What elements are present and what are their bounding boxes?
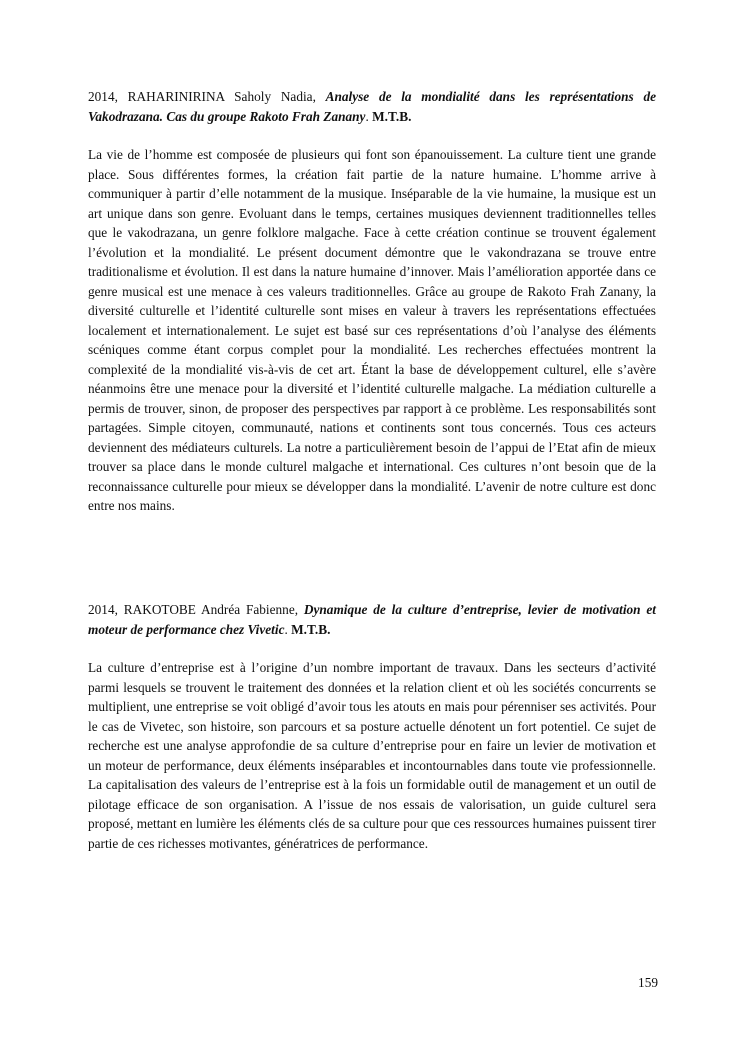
entry-title: Analyse de la mondialité dans les représentations de Vakodrazana. Cas du groupe Rakoto Frah Zanany xyxy=(88,89,656,124)
entry-separator: . xyxy=(284,622,292,637)
entry-title: Dynamique de la culture d’entreprise, levier de motivation et moteur de performance chez Vivetic xyxy=(88,602,656,637)
entry-code: M.T.B. xyxy=(291,622,331,637)
entry-heading xyxy=(88,600,656,640)
page-number: 159 xyxy=(638,975,658,990)
document-page xyxy=(88,87,656,851)
entry-abstract: La vie de l’homme est composée de plusieurs qui font son épanouissement. La culture tient une grande place. Sous différentes formes, la création fait partie de la nature humaine. L’homme arrive à communiquer à partir d’elle notamment de la musique. Inséparable de la vie humaine, la musique est un art unique dans son genre. Evoluant dans le temps, certaines musiques deviennent traditionnelles telles que le vakodrazana, un genre folklore malgache. Face à cette création continue se trouvent également l’évolution et la mondialité. Le présent document démontre que le vakondrazana se trouve entre traditionalisme et évolution. Il est dans la nature humaine d’innover. Mais l’amélioration apportée dans ce genre musical est une menace à ces valeurs traditionnelles. Grâce au groupe de Rakoto Frah Zanany, la diversité culturelle et l’identité culturelle sont mises en valeur à travers les représentations effectuées localement et internationalement. Le sujet est basé sur ces représentations d’où l’analyse des éléments scéniques comme étant corpus complet pour la mondialité. Les recherches effectuées montrent la complexité de la mondialité vis-à-vis de cet art. Étant la base de développement culturel, elle s’avère néanmoins être une menace pour la diversité et l’identité culturelle malgache. La médiation culturelle a permis de trouver, sinon, de proposer des perspectives par rapport à ce problème. Les responsabilités sont partagées. Simple citoyen, communauté, nations et continents sont tous concernés. Tous ces acteurs deviennent des médiateurs culturels. La notre a particulièrement besoin de l’appui de l’Etat afin de mieux trouver sa place dans le monde culturel malgache et international. Ces cultures n’ont besoin que de la reconnaissance culturelle pour mieux se développer dans la mondialité. L’avenir de notre culture est donc entre nos mains. xyxy=(88,147,656,513)
entry-year-author: 2014, RAKOTOBE Andréa Fabienne, xyxy=(88,602,304,617)
bibliography-entry xyxy=(88,600,656,853)
entry-code: M.T.B. xyxy=(372,109,412,124)
bibliography-entry xyxy=(88,87,656,516)
entry-separator: . xyxy=(365,109,373,124)
entry-abstract: La culture d’entreprise est à l’origine d’un nombre important de travaux. Dans les secteurs d’activité parmi lesquels se trouvent le traitement des données et la relation client et où les sociétés concurrents se multiplient, une entreprise se voit obligé d’avoir tous les atouts en mais pour pérenniser ses activités. Pour le cas de Vivetec, son histoire, son parcours et sa posture actuelle dénotent un fort potentiel. Ce sujet de recherche est une analyse approfondie de sa culture d’entreprise pour en faire un levier de motivation et un moteur de performance, deux éléments inséparables et incontournables dans toute vie professionnelle. La capitalisation des valeurs de l’entreprise est à la fois un formidable outil de management et un outil de pilotage efficace de son organisation. A l’issue de nos essais de valorisation, un guide culturel sera proposé, mettant en lumière les éléments clés de sa culture pour que ces ressources humaines puissent tirer partie de ces richesses motivantes, génératrices de performance. xyxy=(88,660,656,851)
entry-heading xyxy=(88,87,656,127)
entry-year-author: 2014, RAHARINIRINA Saholy Nadia, xyxy=(88,89,326,104)
